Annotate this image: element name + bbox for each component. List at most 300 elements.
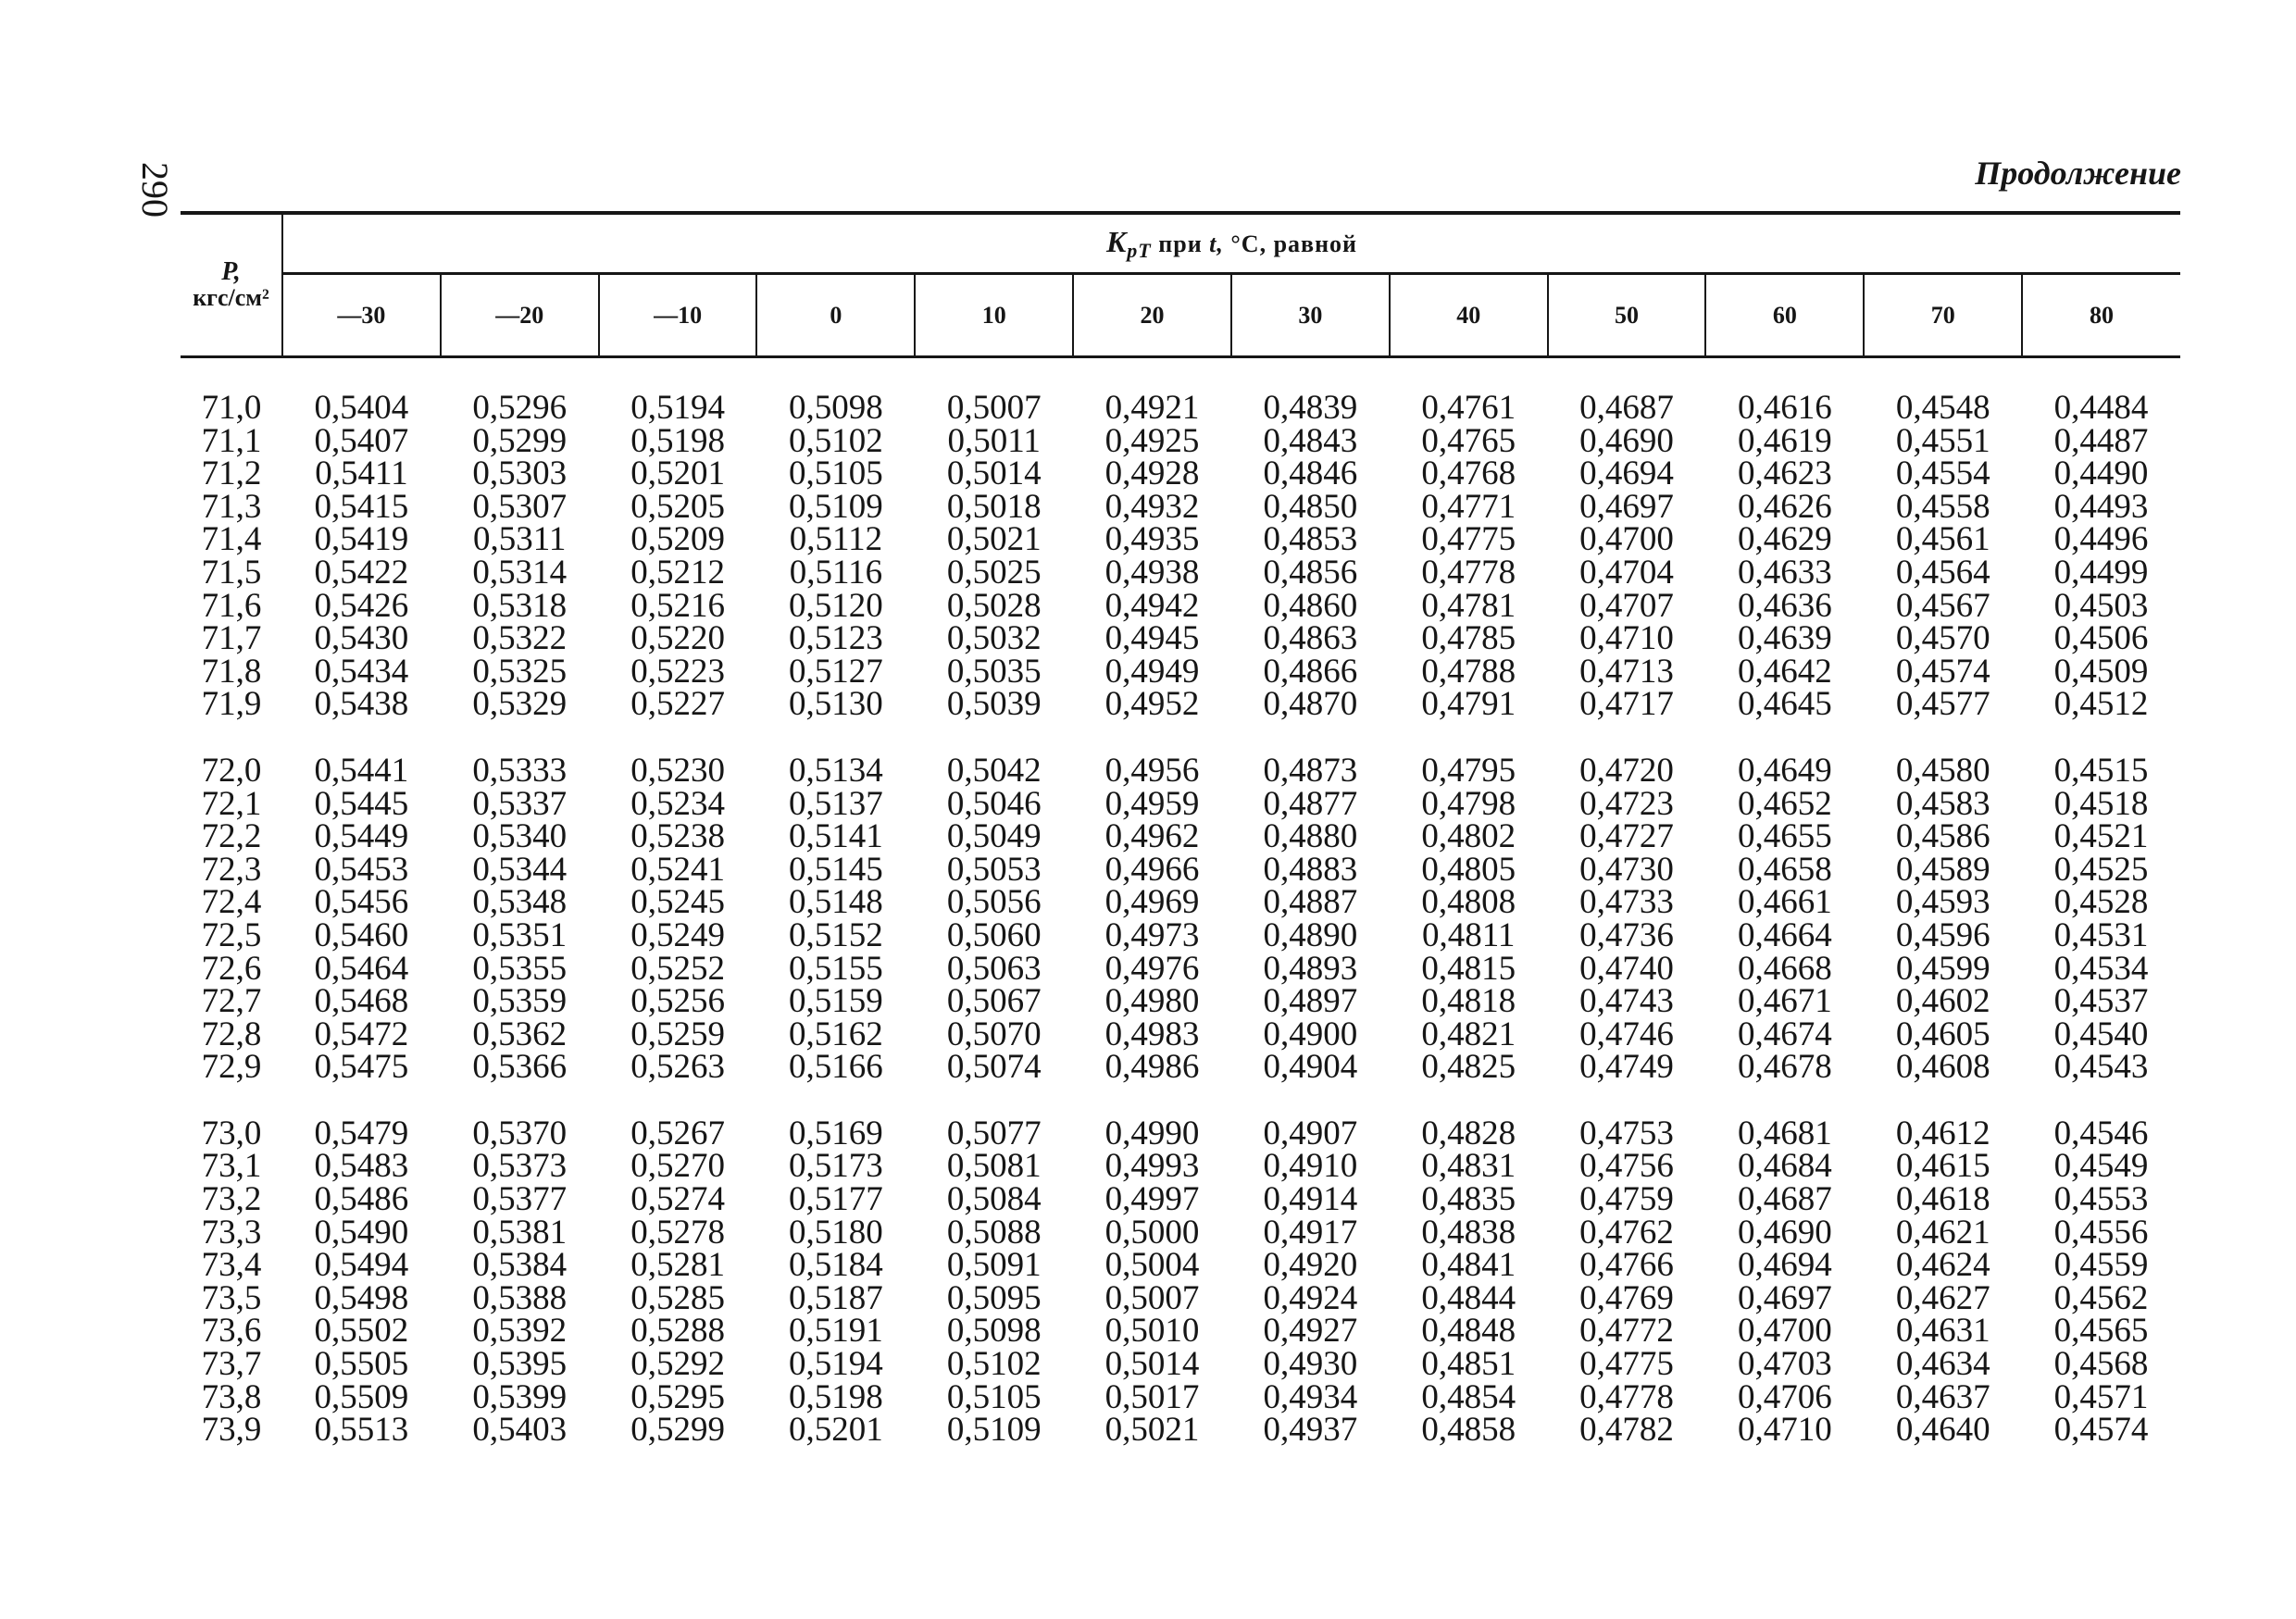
table-row [181,1282,2180,1315]
pressure-cell: 71,7 [201,619,262,658]
k-value-cell: 0,5366 [472,1048,568,1087]
k-value-cell: 0,4846 [1263,455,1358,493]
k-value-cell: 0,4487 [2053,421,2149,460]
table-row [181,523,2180,556]
k-value-cell: 0,4703 [1737,1345,1832,1384]
k-value-cell: 0,4962 [1104,817,1200,856]
k-value-cell: 0,4616 [1737,389,1832,427]
k-value-cell: 0,5392 [472,1312,568,1351]
k-subscript: pT [1127,238,1152,262]
k-value-cell: 0,4821 [1421,1015,1516,1053]
k-value-cell: 0,5426 [314,586,409,625]
k-value-cell: 0,5191 [789,1312,883,1351]
k-value-cell: 0,4554 [1895,455,1990,493]
k-symbol: K [1105,224,1128,258]
k-value-cell: 0,4583 [1895,784,1990,823]
pressure-cell: 72,4 [201,883,262,922]
k-value-cell: 0,4694 [1579,455,1674,493]
k-value-cell: 0,4687 [1579,389,1674,427]
k-value-cell: 0,4782 [1579,1411,1674,1450]
k-value-cell: 0,4746 [1579,1015,1674,1053]
temperature-header: 40 [1390,274,1548,357]
k-value-cell: 0,5295 [630,1377,725,1416]
k-value-cell: 0,5505 [314,1345,409,1384]
k-value-cell: 0,5234 [630,784,725,823]
k-value-cell: 0,4897 [1263,982,1358,1021]
k-value-cell: 0,4893 [1263,949,1358,988]
k-value-cell: 0,5472 [314,1015,409,1053]
k-value-cell: 0,5063 [946,949,1042,988]
k-value-cell: 0,4844 [1421,1278,1516,1317]
k-value-cell: 0,4493 [2053,487,2149,526]
k-value-cell: 0,4802 [1421,817,1516,856]
k-value-cell: 0,4608 [1895,1048,1990,1087]
k-value-cell: 0,4658 [1737,850,1832,889]
k-value-cell: 0,4920 [1263,1246,1358,1285]
table-row [181,655,2180,689]
k-value-cell: 0,5381 [472,1213,568,1252]
k-value-cell: 0,5134 [789,751,883,790]
k-value-cell: 0,5490 [314,1213,409,1252]
table-row [181,1314,2180,1348]
temperature-header: 60 [1705,274,1864,357]
k-value-cell: 0,4959 [1104,784,1200,823]
table-row [181,853,2180,887]
k-value-cell: 0,5127 [789,652,883,691]
k-value-cell: 0,4976 [1104,949,1200,988]
k-value-cell: 0,5053 [946,850,1042,889]
k-value-cell: 0,5194 [789,1345,883,1384]
k-value-cell: 0,5007 [946,389,1042,427]
k-value-cell: 0,4828 [1421,1114,1516,1152]
k-value-cell: 0,5201 [630,455,725,493]
k-value-cell: 0,4503 [2053,586,2149,625]
table-row [181,1150,2180,1183]
k-value-cell: 0,4768 [1421,455,1516,493]
k-value-cell: 0,4559 [2053,1246,2149,1285]
table-row [181,919,2180,953]
k-value-cell: 0,4624 [1895,1246,1990,1285]
k-value-cell: 0,4956 [1104,751,1200,790]
k-value-cell: 0,4528 [2053,883,2149,922]
k-value-cell: 0,5035 [946,652,1042,691]
temperature-header: 50 [1548,274,1706,357]
k-value-cell: 0,5486 [314,1180,409,1219]
k-value-cell: 0,5362 [472,1015,568,1053]
table-row [181,1117,2180,1151]
k-value-cell: 0,5329 [472,685,568,724]
k-value-cell: 0,4612 [1895,1114,1990,1152]
k-value-cell: 0,5483 [314,1147,409,1186]
k-value-cell: 0,4973 [1104,915,1200,954]
temperature-header: —30 [282,274,441,357]
k-value-cell: 0,5223 [630,652,725,691]
k-value-cell: 0,5180 [789,1213,883,1252]
pressure-cell: 72,1 [201,784,262,823]
k-value-cell: 0,5263 [630,1048,725,1087]
k-value-cell: 0,4521 [2053,817,2149,856]
k-value-cell: 0,4649 [1737,751,1832,790]
k-value-cell: 0,5475 [314,1048,409,1087]
k-value-cell: 0,4642 [1737,652,1832,691]
k-value-cell: 0,5249 [630,915,725,954]
k-value-cell: 0,4567 [1895,586,1990,625]
k-value-cell: 0,4515 [2053,751,2149,790]
k-value-cell: 0,5422 [314,553,409,592]
k-value-cell: 0,4571 [2053,1377,2149,1416]
k-value-cell: 0,4983 [1104,1015,1200,1053]
k-value-cell: 0,5325 [472,652,568,691]
k-value-cell: 0,4713 [1579,652,1674,691]
table-row [181,1216,2180,1250]
k-value-cell: 0,4525 [2053,850,2149,889]
k-value-cell: 0,4835 [1421,1180,1516,1219]
k-value-cell: 0,5095 [946,1278,1042,1317]
k-value-cell: 0,4769 [1579,1278,1674,1317]
k-value-cell: 0,5322 [472,619,568,658]
k-value-cell: 0,4621 [1895,1213,1990,1252]
k-value-cell: 0,5017 [1104,1377,1200,1416]
k-value-cell: 0,4930 [1263,1345,1358,1384]
table-header [181,213,2180,357]
k-value-cell: 0,5018 [946,487,1042,526]
pressure-cell: 71,5 [201,553,262,592]
k-value-cell: 0,5021 [1104,1411,1200,1450]
k-value-cell: 0,4762 [1579,1213,1674,1252]
k-value-cell: 0,4627 [1895,1278,1990,1317]
k-value-cell: 0,5333 [472,751,568,790]
table-row [181,457,2180,491]
k-value-cell: 0,5216 [630,586,725,625]
k-value-cell: 0,5074 [946,1048,1042,1087]
k-value-cell: 0,4697 [1579,487,1674,526]
k-value-cell: 0,5077 [946,1114,1042,1152]
k-value-cell: 0,5011 [947,421,1041,460]
k-value-cell: 0,4678 [1737,1048,1832,1087]
k-value-cell: 0,4808 [1421,883,1516,922]
k-value-cell: 0,4564 [1895,553,1990,592]
k-value-cell: 0,4637 [1895,1377,1990,1416]
k-value-cell: 0,5198 [630,421,725,460]
k-value-cell: 0,5513 [314,1411,409,1450]
k-value-cell: 0,5209 [630,520,725,559]
k-value-cell: 0,4537 [2053,982,2149,1021]
k-value-cell: 0,4655 [1737,817,1832,856]
k-value-cell: 0,5388 [472,1278,568,1317]
k-value-cell: 0,4863 [1263,619,1358,658]
t-symbol: t, [1209,230,1224,257]
k-value-cell: 0,5274 [630,1180,725,1219]
k-value-cell: 0,4626 [1737,487,1832,526]
k-value-cell: 0,4753 [1579,1114,1674,1152]
k-value-cell: 0,5498 [314,1278,409,1317]
k-value-cell: 0,4697 [1737,1278,1832,1317]
pressure-cell: 72,5 [201,915,262,954]
table-row [181,1381,2180,1414]
k-value-cell: 0,5281 [630,1246,725,1285]
k-value-cell: 0,4727 [1579,817,1674,856]
k-value-cell: 0,5177 [789,1180,883,1219]
k-value-cell: 0,5373 [472,1147,568,1186]
k-value-cell: 0,4841 [1421,1246,1516,1285]
k-value-cell: 0,5318 [472,586,568,625]
pressure-cell: 71,2 [201,455,262,493]
pressure-cell: 72,0 [201,751,262,790]
k-value-cell: 0,4937 [1263,1411,1358,1450]
k-value-cell: 0,4805 [1421,850,1516,889]
k-value-cell: 0,4815 [1421,949,1516,988]
k-header-text-pre: при [1158,230,1203,257]
k-value-cell: 0,4851 [1421,1345,1516,1384]
k-value-cell: 0,4921 [1104,389,1200,427]
k-value-cell: 0,5430 [314,619,409,658]
pressure-cell: 72,3 [201,850,262,889]
table-row [181,1018,2180,1052]
k-value-cell: 0,5241 [630,850,725,889]
k-value-cell: 0,4969 [1104,883,1200,922]
table-row [181,754,2180,788]
k-header-text-post: °C, равной [1230,230,1358,257]
k-value-cell: 0,4883 [1263,850,1358,889]
temperature-header: 0 [756,274,915,357]
pressure-unit: кгс/см² [193,284,269,311]
k-value-cell: 0,4952 [1104,685,1200,724]
header-row-top [181,213,2180,274]
k-value-cell: 0,4771 [1421,487,1516,526]
k-value-cell: 0,5014 [1104,1345,1200,1384]
k-value-cell: 0,5116 [789,553,883,592]
k-value-cell: 0,4831 [1421,1147,1516,1186]
k-value-cell: 0,4928 [1104,455,1200,493]
k-value-cell: 0,5270 [630,1147,725,1186]
k-value-cell: 0,5438 [314,685,409,724]
k-value-cell: 0,5288 [630,1312,725,1351]
k-value-cell: 0,4684 [1737,1147,1832,1186]
k-value-cell: 0,4645 [1737,685,1832,724]
pressure-column-header [181,213,282,357]
k-value-cell: 0,4671 [1737,982,1832,1021]
k-value-cell: 0,4599 [1895,949,1990,988]
k-value-cell: 0,5032 [946,619,1042,658]
k-value-cell: 0,4997 [1104,1180,1200,1219]
k-value-cell: 0,5109 [789,487,883,526]
k-value-cell: 0,5227 [630,685,725,724]
k-value-cell: 0,4858 [1421,1411,1516,1450]
k-value-cell: 0,4740 [1579,949,1674,988]
k-value-cell: 0,4631 [1895,1312,1990,1351]
k-value-cell: 0,5395 [472,1345,568,1384]
k-value-cell: 0,5042 [946,751,1042,790]
pressure-cell: 71,8 [201,652,262,691]
k-value-cell: 0,4932 [1104,487,1200,526]
k-value-cell: 0,5081 [946,1147,1042,1186]
k-factor-header [282,213,2180,274]
k-value-cell: 0,4549 [2053,1147,2149,1186]
k-value-cell: 0,5449 [314,817,409,856]
k-value-cell: 0,5105 [789,455,883,493]
k-value-cell: 0,4781 [1421,586,1516,625]
k-value-cell: 0,5220 [630,619,725,658]
k-value-cell: 0,5000 [1104,1213,1200,1252]
k-value-cell: 0,4772 [1579,1312,1674,1351]
k-value-cell: 0,5464 [314,949,409,988]
k-value-cell: 0,5377 [472,1180,568,1219]
k-value-cell: 0,4942 [1104,586,1200,625]
k-value-cell: 0,5145 [789,850,883,889]
k-value-cell: 0,5184 [789,1246,883,1285]
k-value-cell: 0,4710 [1579,619,1674,658]
k-value-cell: 0,4818 [1421,982,1516,1021]
k-value-cell: 0,5445 [314,784,409,823]
k-value-cell: 0,4775 [1579,1345,1674,1384]
k-value-cell: 0,4664 [1737,915,1832,954]
table-row [181,953,2180,986]
k-value-cell: 0,4924 [1263,1278,1358,1317]
k-value-cell: 0,5109 [946,1411,1042,1450]
k-value-cell: 0,5205 [630,487,725,526]
k-value-cell: 0,4710 [1737,1411,1832,1450]
k-value-cell: 0,4900 [1263,1015,1358,1053]
k-value-cell: 0,5292 [630,1345,725,1384]
k-value-cell: 0,4925 [1104,421,1200,460]
k-value-cell: 0,5307 [472,487,568,526]
k-value-cell: 0,4856 [1263,553,1358,592]
k-value-cell: 0,5479 [314,1114,409,1152]
table-row [181,491,2180,524]
pressure-cell: 72,6 [201,949,262,988]
k-value-cell: 0,5337 [472,784,568,823]
k-value-cell: 0,5007 [1104,1278,1200,1317]
k-value-cell: 0,5004 [1104,1246,1200,1285]
table-row [181,1051,2180,1084]
k-value-cell: 0,4496 [2053,520,2149,559]
k-value-cell: 0,5230 [630,751,725,790]
k-value-cell: 0,4629 [1737,520,1832,559]
k-value-cell: 0,5084 [946,1180,1042,1219]
k-value-cell: 0,4733 [1579,883,1674,922]
k-value-cell: 0,4720 [1579,751,1674,790]
k-value-cell: 0,4577 [1895,685,1990,724]
pressure-cell: 73,6 [201,1312,262,1351]
pressure-cell: 73,7 [201,1345,262,1384]
k-value-cell: 0,5162 [789,1015,883,1053]
k-value-cell: 0,5468 [314,982,409,1021]
k-value-cell: 0,4618 [1895,1180,1990,1219]
k-value-cell: 0,5340 [472,817,568,856]
group-spacer [181,357,2180,392]
k-value-cell: 0,4674 [1737,1015,1832,1053]
k-value-cell: 0,4706 [1737,1377,1832,1416]
table-row [181,1414,2180,1447]
k-value-cell: 0,4574 [1895,652,1990,691]
k-value-cell: 0,4761 [1421,389,1516,427]
k-value-cell: 0,4540 [2053,1015,2149,1053]
table-row [181,688,2180,721]
k-factor-table-container [181,211,2180,1450]
k-value-cell: 0,5173 [789,1147,883,1186]
k-value-cell: 0,5021 [946,520,1042,559]
k-value-cell: 0,4990 [1104,1114,1200,1152]
k-value-cell: 0,4531 [2053,915,2149,954]
k-value-cell: 0,4980 [1104,982,1200,1021]
table-row [181,1249,2180,1282]
table-row [181,622,2180,655]
k-value-cell: 0,4602 [1895,982,1990,1021]
k-value-cell: 0,4700 [1579,520,1674,559]
k-value-cell: 0,5187 [789,1278,883,1317]
pressure-cell: 73,0 [201,1114,262,1152]
table-row [181,820,2180,853]
k-value-cell: 0,4596 [1895,915,1990,954]
k-value-cell: 0,4838 [1421,1213,1516,1252]
k-value-cell: 0,5404 [314,389,409,427]
k-value-cell: 0,4935 [1104,520,1200,559]
k-value-cell: 0,5314 [472,553,568,592]
k-value-cell: 0,5070 [946,1015,1042,1053]
k-value-cell: 0,4854 [1421,1377,1516,1416]
k-value-cell: 0,4605 [1895,1015,1990,1053]
k-value-cell: 0,5296 [472,389,568,427]
k-value-cell: 0,4887 [1263,883,1358,922]
k-value-cell: 0,4623 [1737,455,1832,493]
k-value-cell: 0,5010 [1104,1312,1200,1351]
k-value-cell: 0,4570 [1895,619,1990,658]
k-value-cell: 0,4681 [1737,1114,1832,1152]
k-value-cell: 0,5370 [472,1114,568,1152]
temperature-header: 20 [1073,274,1231,357]
k-value-cell: 0,4765 [1421,421,1516,460]
k-value-cell: 0,5245 [630,883,725,922]
k-value-cell: 0,4759 [1579,1180,1674,1219]
k-value-cell: 0,4509 [2053,652,2149,691]
table-row [181,556,2180,590]
k-value-cell: 0,5494 [314,1246,409,1285]
continuation-label: Продолжение [1975,155,2181,192]
k-value-cell: 0,4619 [1737,421,1832,460]
k-value-cell: 0,4499 [2053,553,2149,592]
k-value-cell: 0,4661 [1737,883,1832,922]
k-value-cell: 0,4668 [1737,949,1832,988]
k-value-cell: 0,4860 [1263,586,1358,625]
k-value-cell: 0,5148 [789,883,883,922]
k-value-cell: 0,4907 [1263,1114,1358,1152]
k-value-cell: 0,4690 [1579,421,1674,460]
k-value-cell: 0,4736 [1579,915,1674,954]
k-value-cell: 0,5166 [789,1048,883,1087]
k-value-cell: 0,5441 [314,751,409,790]
k-value-cell: 0,4546 [2053,1114,2149,1152]
k-value-cell: 0,4945 [1104,619,1200,658]
k-value-cell: 0,4938 [1104,553,1200,592]
k-value-cell: 0,4766 [1579,1246,1674,1285]
pressure-cell: 73,3 [201,1213,262,1252]
k-value-cell: 0,5028 [946,586,1042,625]
pressure-cell: 72,8 [201,1015,262,1053]
k-value-cell: 0,4615 [1895,1147,1990,1186]
k-value-cell: 0,5112 [789,520,883,559]
k-value-cell: 0,4825 [1421,1048,1516,1087]
k-value-cell: 0,4634 [1895,1345,1990,1384]
k-value-cell: 0,4561 [1895,520,1990,559]
k-value-cell: 0,4910 [1263,1147,1358,1186]
k-value-cell: 0,4518 [2053,784,2149,823]
k-value-cell: 0,4512 [2053,685,2149,724]
k-value-cell: 0,4778 [1421,553,1516,592]
k-value-cell: 0,5252 [630,949,725,988]
k-value-cell: 0,4652 [1737,784,1832,823]
k-value-cell: 0,5419 [314,520,409,559]
k-value-cell: 0,5091 [946,1246,1042,1285]
